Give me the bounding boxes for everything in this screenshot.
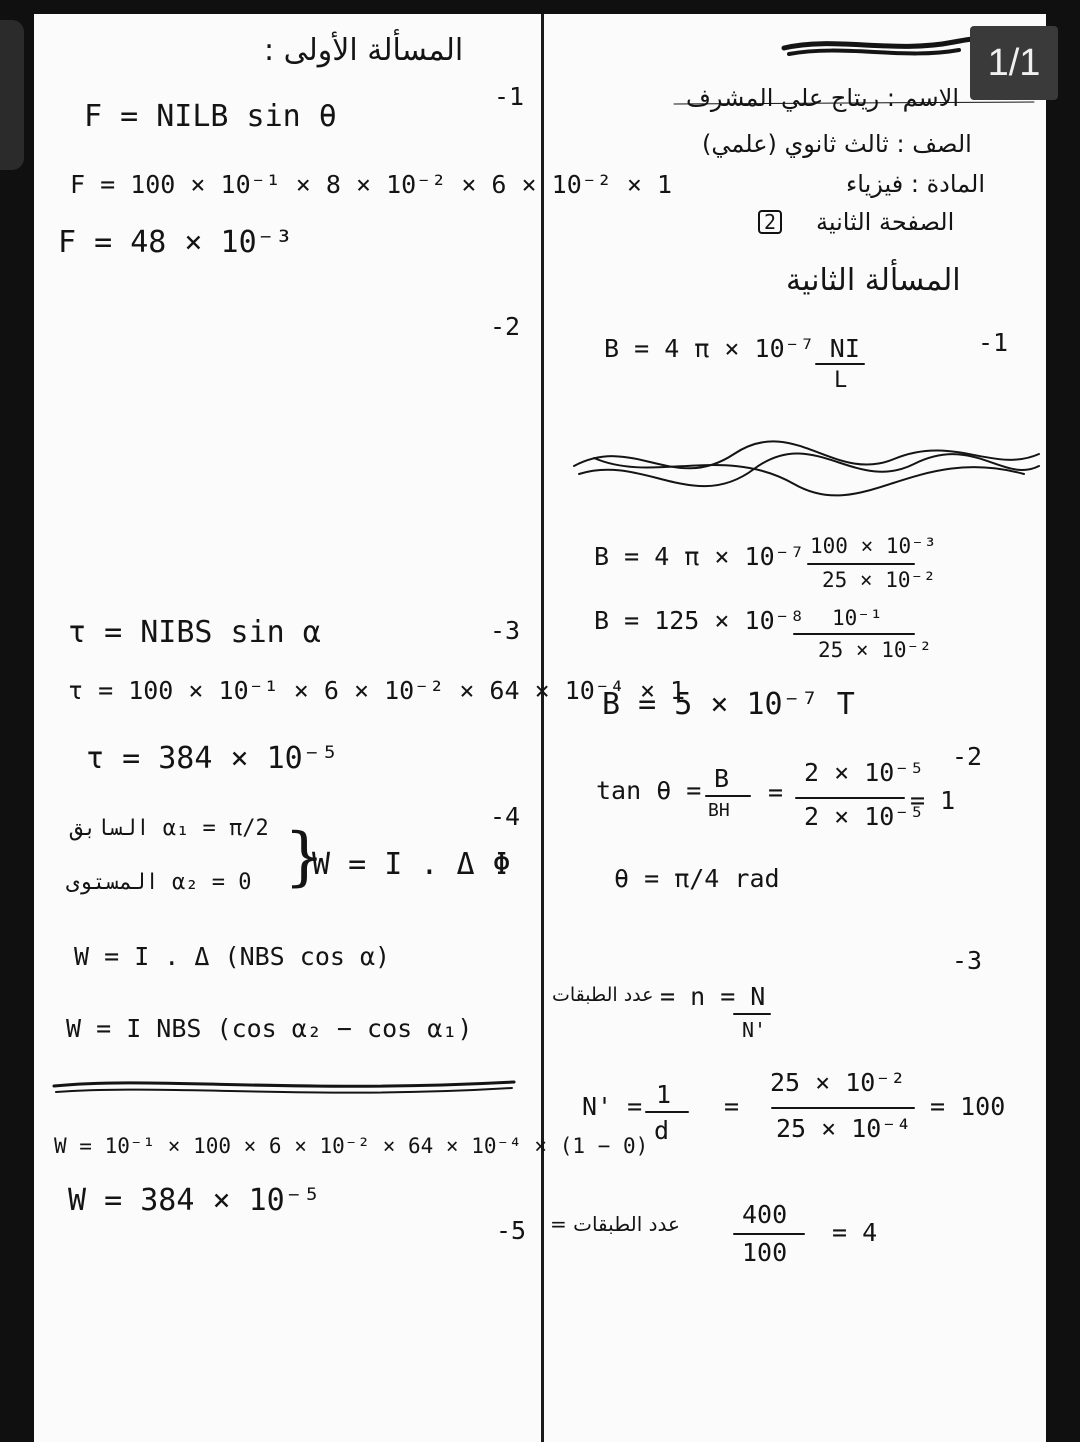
right-q2-frac2-num: 2 × 10⁻⁵	[804, 758, 925, 787]
right-q3-frac1-num: 1	[656, 1080, 672, 1109]
right-q3-line1-ar: عدد الطبقات	[552, 984, 654, 1006]
header-subject: المادة : فيزياء	[846, 170, 986, 198]
left-q2-label: -2	[490, 312, 521, 341]
right-q5-result: = 4	[832, 1218, 878, 1247]
right-q3-frac1-den: d	[654, 1116, 670, 1145]
left-q3-line3: τ = 384 × 10⁻⁵	[86, 741, 339, 776]
header-name: الاسم : ريتاج علي المشرف	[686, 84, 960, 112]
right-q2-result: θ = π/4 rad	[614, 864, 780, 893]
right-q1-line3-den: 25 × 10⁻²	[818, 638, 932, 662]
right-q5-ar: عدد الطبقات =	[550, 1212, 680, 1236]
left-q1-line3: F = 48 × 10⁻³	[58, 225, 293, 260]
right-q2-frac1-den: BH	[708, 800, 730, 821]
left-q1-line2: F = 100 × 10⁻¹ × 8 × 10⁻² × 6 × 10⁻² × 1	[70, 170, 673, 199]
scroll-handle[interactable]	[0, 20, 24, 170]
left-q4-label: -4	[490, 802, 521, 831]
right-q2-eq-one: = 1	[910, 786, 956, 815]
left-q3-label: -3	[490, 616, 521, 645]
left-section-title: المسألة الأولى :	[264, 33, 464, 68]
right-q3-label: -3	[952, 946, 983, 975]
left-q4-line2: W = I NBS (cos α₂ − cos α₁)	[66, 1014, 473, 1043]
left-q4-result: W = 384 × 10⁻⁵	[68, 1183, 321, 1218]
right-q3-frac2-num: 25 × 10⁻²	[770, 1068, 906, 1097]
right-q2-frac1-num: B	[714, 764, 730, 793]
left-q1-line1: F = NILB sin θ	[84, 99, 337, 134]
right-q3-frac2-den: 25 × 10⁻⁴	[776, 1114, 912, 1143]
right-q1-line2: B = 4 π × 10⁻⁷	[594, 542, 805, 571]
right-q3-result: = 100	[930, 1092, 1006, 1121]
right-q3-line1: = n = N	[660, 982, 766, 1011]
right-q3-eq: =	[724, 1092, 740, 1121]
left-q4-line1: W = I . Δ (NBS cos α)	[74, 942, 391, 971]
left-q4-w: W = I . Δ Φ	[312, 847, 511, 882]
left-q4-new: المستوى α₂ = 0	[66, 870, 252, 895]
left-q3-line2: τ = 100 × 10⁻¹ × 6 × 10⁻² × 64 × 10⁻⁴ × 1	[68, 676, 686, 705]
header-page-number: 2	[758, 210, 782, 234]
right-q1-line3: B = 125 × 10⁻⁸	[594, 606, 805, 635]
right-q2-tan: tan θ =	[596, 776, 702, 805]
brace-symbol: }	[284, 820, 325, 894]
header-grade: الصف : ثالث ثانوي (علمي)	[702, 130, 972, 158]
right-q1-line1: B = 4 π × 10⁻⁷ NI	[604, 334, 860, 363]
right-q1-line2-num: 100 × 10⁻³	[810, 534, 937, 558]
right-q3-n-prime: N' =	[582, 1092, 643, 1121]
right-q3-line1-den: N'	[742, 1018, 767, 1042]
right-q2-frac2-den: 2 × 10⁻⁵	[804, 802, 925, 831]
handwritten-marks	[34, 14, 1046, 1442]
left-q4-prev: السابق α₁ = π/2	[70, 816, 269, 841]
right-q5-label: -5	[496, 1216, 527, 1245]
left-q3-line1: τ = NIBS sin α	[68, 615, 321, 650]
right-q1-label: -1	[978, 328, 1009, 357]
left-q1-label: -1	[494, 82, 525, 111]
page-counter-badge: 1/1	[970, 26, 1058, 100]
left-q4-line3: W = 10⁻¹ × 100 × 6 × 10⁻² × 64 × 10⁻⁴ × (1 − 0)	[54, 1134, 649, 1158]
answer-sheet	[34, 14, 1046, 1442]
right-q2-label: -2	[952, 742, 983, 771]
right-q1-line1-denom: L	[834, 368, 848, 393]
right-q5-den: 100	[742, 1238, 788, 1267]
right-q5-num: 400	[742, 1200, 788, 1229]
right-q1-result: B = 5 × 10⁻⁷ T	[602, 687, 855, 722]
right-q2-eq: =	[768, 778, 784, 807]
right-q1-line3-num: 10⁻¹	[832, 606, 883, 630]
right-q1-line2-den: 25 × 10⁻²	[822, 568, 936, 592]
right-section-title: المسألة الثانية	[786, 263, 961, 298]
header-page-label: الصفحة الثانية	[816, 208, 955, 236]
